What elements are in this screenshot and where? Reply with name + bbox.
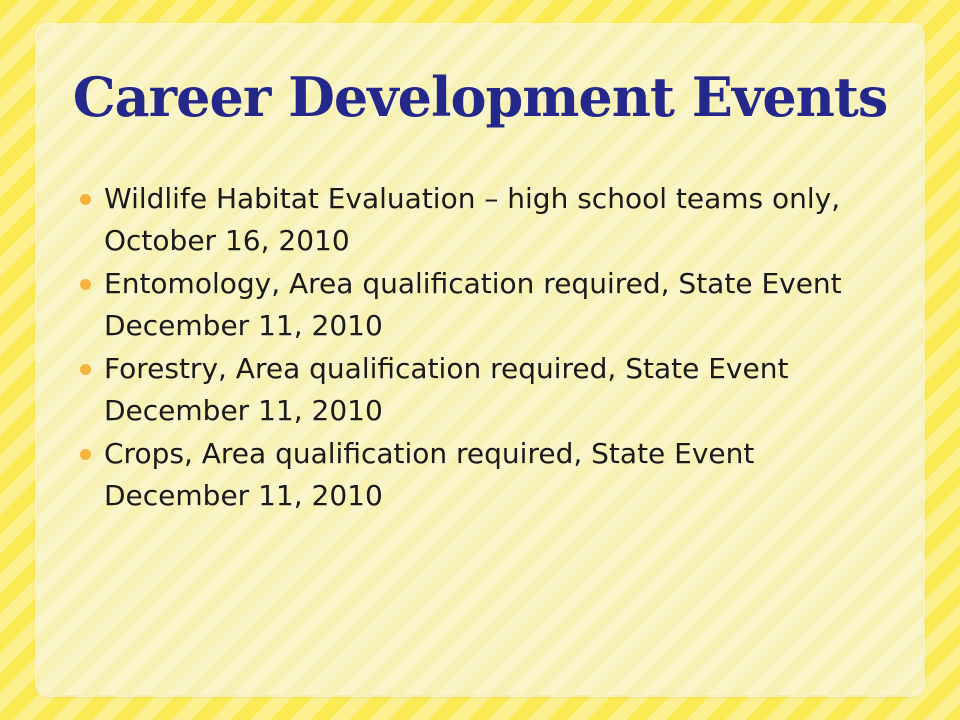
bullet-text: Crops, Area qualification required, State Event December 11, 2010 bbox=[104, 437, 755, 512]
bullet-item bbox=[78, 433, 898, 517]
bullet-item bbox=[78, 263, 898, 347]
bullet-dot-icon bbox=[80, 449, 91, 460]
bullet-item bbox=[78, 348, 898, 432]
bullet-list bbox=[78, 178, 898, 518]
bullet-dot-icon bbox=[80, 279, 91, 290]
bullet-dot-icon bbox=[80, 364, 91, 375]
bullet-text: Entomology, Area qualification required, State Event December 11, 2010 bbox=[104, 267, 842, 342]
bullet-text: Forestry, Area qualification required, State Event December 11, 2010 bbox=[104, 352, 789, 427]
bullet-dot-icon bbox=[80, 194, 91, 205]
slide-title: Career Development Events bbox=[72, 65, 888, 129]
bullet-item bbox=[78, 178, 898, 262]
bullet-text: Wildlife Habitat Evaluation – high school teams only, October 16, 2010 bbox=[104, 182, 841, 257]
